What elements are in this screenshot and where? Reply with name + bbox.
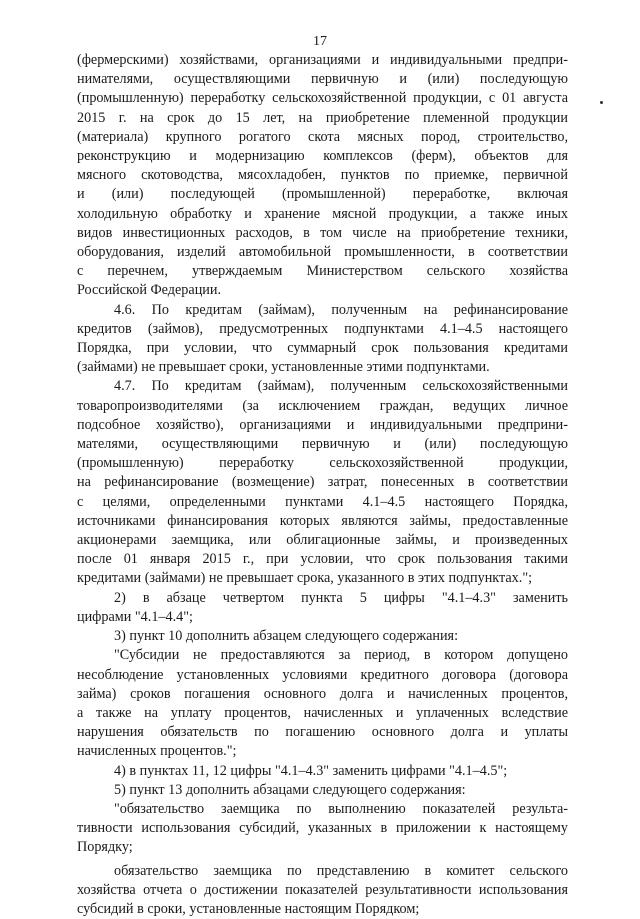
text-line: на рефинансирование (возмещение) затрат, понесенных в соответствии bbox=[77, 474, 568, 491]
text-line: Порядка, при условии, что суммарный срок пользования кредитами bbox=[77, 340, 568, 357]
text-line: хозяйства отчета о достижении показателей результативности использования bbox=[77, 881, 568, 898]
text-line: и (или) последующей (промышленной) переработке, включая bbox=[77, 186, 568, 203]
text-line: нарушения обязательств по погашению основного долга и уплаты bbox=[77, 724, 568, 741]
text-line: "Субсидии не предоставляются за период, в котором допущено bbox=[114, 647, 568, 664]
text-line: акционерами заемщика, или облигационные займы, и произведенных bbox=[77, 532, 568, 549]
text-line: оборудования, изделий автомобильной промышленности, в соответствии bbox=[77, 244, 568, 261]
text-line: кредитами (займами) не превышает срока, указанного в этих подпунктах."; bbox=[77, 570, 533, 587]
text-line: Российской Федерации. bbox=[77, 282, 222, 299]
scan-speck bbox=[600, 101, 603, 104]
text-line: мателями, осуществляющими первичную и (или) последующую bbox=[77, 436, 568, 453]
text-line: холодильную обработку и хранение мясной продукции, а также иных bbox=[77, 205, 568, 222]
text-line: займа) сроков погашения основного долга и начисленных процентов, bbox=[77, 685, 568, 702]
text-line: мясного скотоводства, мясохладобен, пунктов по приемке, первичной bbox=[77, 167, 568, 184]
text-line: 2015 г. на срок до 15 лет, на приобретение племенной продукции bbox=[77, 109, 568, 126]
text-line: 2) в абзаце четвертом пункта 5 цифры "4.1–4.3" заменить bbox=[114, 589, 568, 606]
text-line: (займами) не превышает сроки, установленные этими подпунктами. bbox=[77, 359, 490, 376]
document-body bbox=[77, 51, 568, 919]
text-line: Порядку; bbox=[77, 839, 133, 856]
page-number: 17 bbox=[313, 34, 327, 49]
text-line: тивности использования субсидий, указанных в приложении к настоящему bbox=[77, 820, 568, 837]
text-line: после 01 января 2015 г., при условии, что срок пользования такими bbox=[77, 551, 568, 568]
text-line: кредитов (займов), предусмотренных подпунктами 4.1–4.5 настоящего bbox=[77, 320, 568, 337]
text-line: нимателями, осуществляющими первичную и (или) последующую bbox=[77, 71, 568, 88]
text-line: 3) пункт 10 дополнить абзацем следующего содержания: bbox=[114, 628, 459, 645]
text-line: "обязательство заемщика по выполнению показателей результа- bbox=[114, 800, 568, 817]
text-line: с целями, определенными пунктами 4.1–4.5 настоящего Порядка, bbox=[77, 493, 568, 510]
text-line: а также на уплату процентов, начисленных и уплаченных вследствие bbox=[77, 704, 568, 721]
text-line: (промышленную) переработку сельскохозяйственной продукции, с 01 августа bbox=[77, 90, 568, 107]
text-line: (промышленную) переработку сельскохозяйственной продукции, bbox=[77, 455, 568, 472]
text-line: цифрами "4.1–4.4"; bbox=[77, 608, 193, 625]
text-line: начисленных процентов."; bbox=[77, 743, 237, 760]
text-line: видов инвестиционных расходов, в том числе на приобретение техники, bbox=[77, 224, 568, 241]
text-line: источниками финансирования которых являются займы, предоставленные bbox=[77, 512, 568, 529]
text-line: (материала) крупного рогатого скота мясных пород, строительство, bbox=[77, 128, 568, 145]
text-line: субсидий в сроки, установленные настоящим Порядком; bbox=[77, 900, 420, 917]
text-line: обязательство заемщика по представлению в комитет сельского bbox=[114, 862, 568, 879]
text-line: 5) пункт 13 дополнить абзацами следующего содержания: bbox=[114, 781, 466, 798]
text-line: товаропроизводителями (за исключением граждан, ведущих личное bbox=[77, 397, 568, 414]
text-line: с перечнем, утверждаемым Министерством сельского хозяйства bbox=[77, 263, 568, 280]
text-line: подсобное хозяйство), организациями и индивидуальными предприни- bbox=[77, 416, 568, 433]
text-line: 4) в пунктах 11, 12 цифры "4.1–4.3" заменить цифрами "4.1–4.5"; bbox=[114, 762, 508, 779]
text-line: реконструкцию и модернизацию комплексов (ферм), объектов для bbox=[77, 148, 568, 165]
text-line: (фермерскими) хозяйствами, организациями и индивидуальными предпри- bbox=[77, 52, 568, 68]
text-line: 4.6. По кредитам (займам), полученным на рефинансирование bbox=[114, 301, 568, 318]
text-line: 4.7. По кредитам (займам), полученным сельскохозяйственными bbox=[114, 378, 568, 395]
text-line: несоблюдение установленных условиями кредитного договора (договора bbox=[77, 666, 568, 683]
